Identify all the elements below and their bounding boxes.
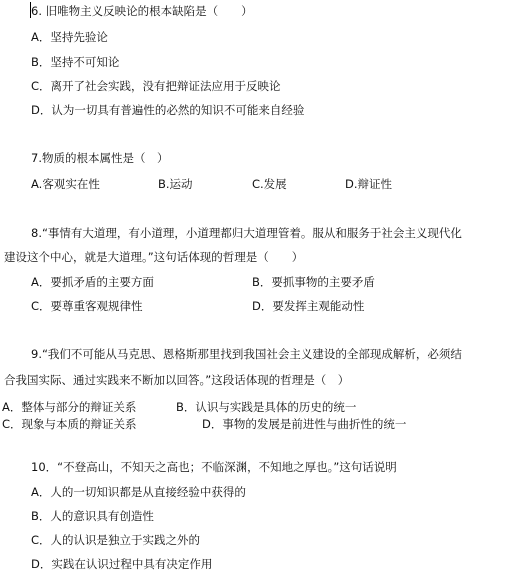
question-8-option-d: D．要发挥主观能动性 <box>252 299 365 313</box>
question-9-option-c: C．现象与本质的辩证关系 <box>2 417 137 431</box>
question-7-option-b: B.运动 <box>158 177 193 191</box>
question-10-option-c: C．人的认识是独立于实践之外的 <box>31 533 201 547</box>
question-6-stem: 6. 旧唯物主义反映论的根本缺陷是（ ） <box>31 4 253 18</box>
question-9-option-a: A．整体与部分的辩证关系 <box>2 400 137 414</box>
question-10-option-a: A．人的一切知识都是从直接经验中获得的 <box>31 485 246 499</box>
question-6-option-d: D．认为一切具有普遍性的必然的知识不可能来自经验 <box>31 103 305 117</box>
question-7-option-d: D.辩证性 <box>345 177 393 191</box>
question-8-option-a: A．要抓矛盾的主要方面 <box>31 275 154 289</box>
question-10-option-d: D．实践在认识过程中具有决定作用 <box>31 557 213 571</box>
question-8-stem-line-1: 8.“事情有大道理，有小道理，小道理都归大道理管着。服从和服务于社会主义现代化 <box>31 226 462 240</box>
question-7-stem: 7.物质的根本属性是（ ） <box>31 151 169 165</box>
question-9-stem-line-1: 9.“我们不可能从马克思、恩格斯那里找到我国社会主义建设的全部现成解析，必须结 <box>31 347 462 361</box>
question-9-option-b: B．认识与实践是具体的历史的统一 <box>176 400 357 414</box>
question-6-option-b: B．坚持不可知论 <box>31 55 120 69</box>
question-7-option-a: A.客观实在性 <box>31 177 100 191</box>
question-9-stem-line-2: 合我国实际、通过实践来不断加以回答。”这段话体现的哲理是（ ） <box>4 373 350 387</box>
question-8-stem-line-2: 建设这个中心，就是大道理。”这句话体现的哲理是（ ） <box>4 250 304 264</box>
question-10-option-b: B．人的意识具有创造性 <box>31 509 154 523</box>
question-6-option-a: A．坚持先验论 <box>31 30 108 44</box>
question-8-option-c: C．要尊重客观规律性 <box>31 299 143 313</box>
question-8-option-b: B．要抓事物的主要矛盾 <box>252 275 375 289</box>
question-6-option-c: C．离开了社会实践，没有把辩证法应用于反映论 <box>31 79 281 93</box>
question-10-stem: 10．“不登高山，不知天之高也；不临深渊，不知地之厚也。”这句话说明 <box>31 460 397 474</box>
question-7-option-c: C.发展 <box>252 177 287 191</box>
question-9-option-d: D．事物的发展是前进性与曲折性的统一 <box>202 417 407 431</box>
